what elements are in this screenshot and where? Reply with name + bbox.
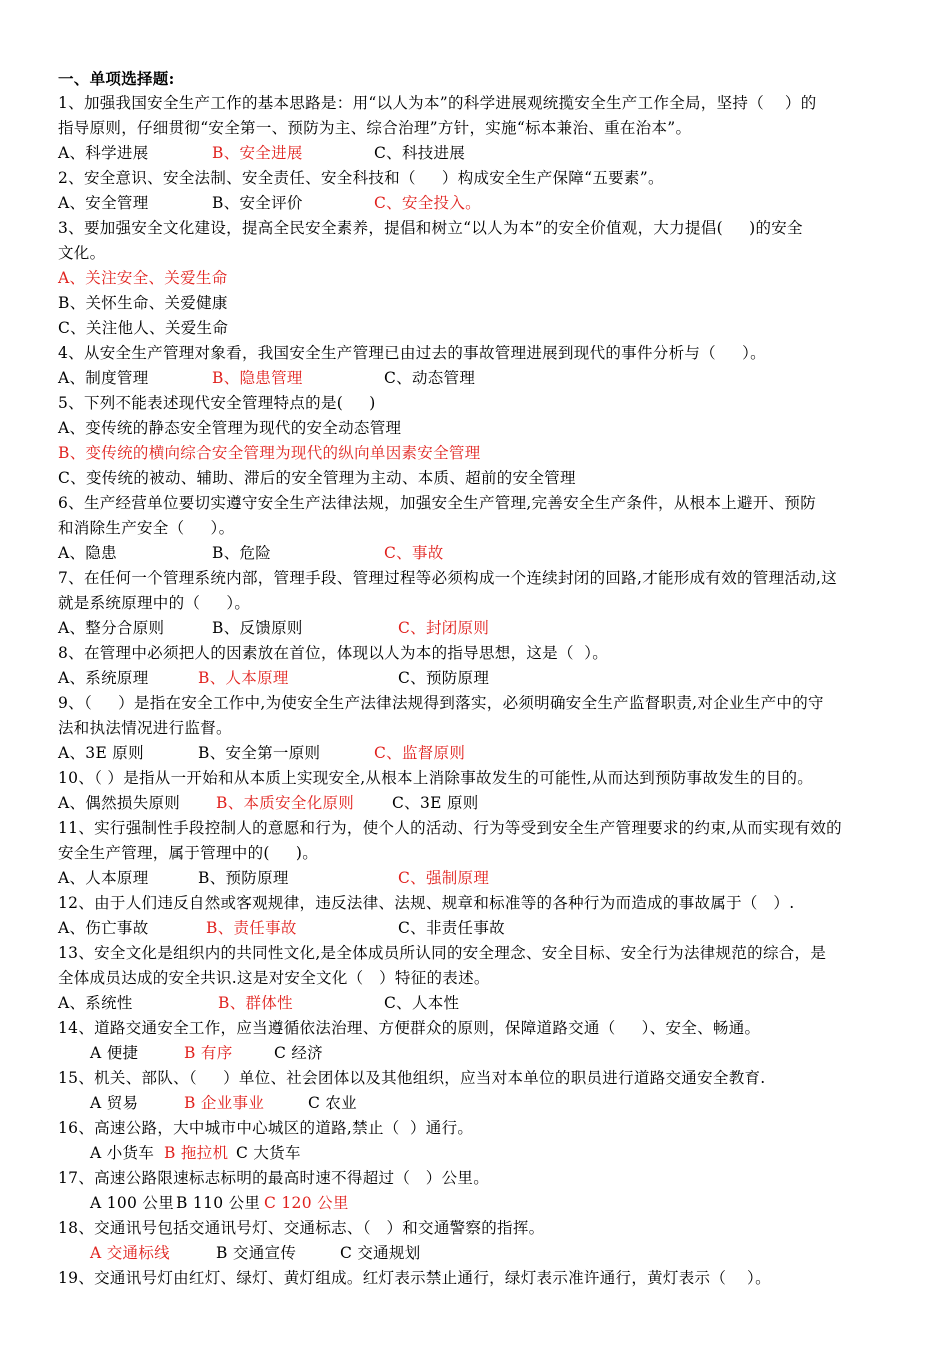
option-b-correct: B、本质安全化原则 xyxy=(216,794,355,812)
option-a: A、科学进展 xyxy=(58,144,149,162)
option-b: B、反馈原则 xyxy=(212,619,303,637)
question-6-options xyxy=(58,541,898,566)
option-a: A、制度管理 xyxy=(58,369,149,387)
question-11-options xyxy=(58,866,898,891)
question-16-options xyxy=(90,1141,890,1166)
option-c-correct: C、安全投入。 xyxy=(374,194,481,212)
question-14-stem: 14、道路交通安全工作，应当遵循依法治理、方便群众的原则，保障道路交通（ ）、安全、畅通。 xyxy=(58,1019,761,1037)
option-c-correct: C、强制原理 xyxy=(398,869,490,887)
question-17-stem: 17、高速公路限速标志标明的最高时速不得超过（ ）公里。 xyxy=(58,1169,490,1187)
question-18-options xyxy=(90,1241,890,1266)
question-10-stem: 10、（ ）是指从一开始和从本质上实现安全,从根本上消除事故发生的可能性,从而达到预防事故发生的目的。 xyxy=(58,769,814,787)
option-a-correct: A 交通标线 xyxy=(90,1244,170,1262)
option-c-correct: C 120 公里 xyxy=(264,1194,349,1212)
question-14-options xyxy=(90,1041,890,1066)
question-7-stem: 7、在任何一个管理系统内部，管理手段、管理过程等必须构成一个连续封闭的回路,才能形成有效的管理活动,这 xyxy=(58,569,838,587)
question-15-options xyxy=(90,1091,890,1116)
option-a: A、隐患 xyxy=(58,544,117,562)
option-b-correct: B、隐患管理 xyxy=(212,369,303,387)
option-c-correct: C、事故 xyxy=(384,544,444,562)
option-c: C 经济 xyxy=(274,1044,323,1062)
question-2-options xyxy=(58,191,898,216)
option-c: C 大货车 xyxy=(236,1144,301,1162)
option-a: A、人本原理 xyxy=(58,869,149,887)
question-1-stem: 1、加强我国安全生产工作的基本思路是：用“以人为本”的科学进展观统揽安全生产工作全局，坚持（ ）的 xyxy=(58,94,817,112)
option-c: C、非责任事故 xyxy=(398,919,505,937)
question-3-option-a-correct: A、关注安全、关爱生命 xyxy=(58,269,228,287)
option-b: B、危险 xyxy=(212,544,272,562)
option-c-correct: C、封闭原则 xyxy=(398,619,490,637)
question-12-options xyxy=(58,916,898,941)
option-b-correct: B、安全进展 xyxy=(212,144,303,162)
question-9-options xyxy=(58,741,898,766)
option-b: B 交通宣传 xyxy=(216,1244,297,1262)
question-12-stem: 12、由于人们违反自然或客观规律，违反法律、法规、规章和标准等的各种行为而造成的事故属于（ ）. xyxy=(58,894,795,912)
question-7-options xyxy=(58,616,898,641)
question-8-stem: 8、在管理中必须把人的因素放在首位，体现以人为本的指导思想，这是（ ）。 xyxy=(58,644,609,662)
option-c: C、人本性 xyxy=(384,994,460,1012)
option-c-correct: C、监督原则 xyxy=(374,744,466,762)
option-a: A 小货车 xyxy=(90,1144,155,1162)
option-b: B 110 公里 xyxy=(176,1194,261,1212)
question-7-stem-cont: 就是系统原理中的（ ）。 xyxy=(58,594,251,612)
option-b-correct: B、人本原理 xyxy=(198,669,289,687)
question-3-stem: 3、要加强安全文化建设，提高全民安全素养，提倡和树立“以人为本”的安全价值观，大力提倡( )的安全 xyxy=(58,219,803,237)
option-a: A 100 公里 xyxy=(90,1194,175,1212)
section-title: 一、单项选择题: xyxy=(58,69,175,88)
option-c: C 交通规划 xyxy=(340,1244,421,1262)
option-a: A 便捷 xyxy=(90,1044,139,1062)
question-16-stem: 16、高速公路，大中城市中心城区的道路,禁止（ ）通行。 xyxy=(58,1119,474,1137)
option-b-correct: B 有序 xyxy=(184,1044,233,1062)
question-19-stem: 19、交通讯号灯由红灯、绿灯、黄灯组成。红灯表示禁止通行，绿灯表示准许通行，黄灯表示（ ）。 xyxy=(58,1269,771,1287)
option-c: C、动态管理 xyxy=(384,369,476,387)
question-13-stem-cont: 全体成员达成的安全共识.这是对安全文化（ ）特征的表述。 xyxy=(58,969,490,987)
question-4-stem: 4、从安全生产管理对象看，我国安全生产管理已由过去的事故管理进展到现代的事件分析与（ ）。 xyxy=(58,344,766,362)
question-13-stem: 13、安全文化是组织内的共同性文化,是全体成员所认同的安全理念、安全目标、安全行为法律规范的综合，是 xyxy=(58,944,827,962)
option-b-correct: B、责任事故 xyxy=(206,919,297,937)
option-a: A、安全管理 xyxy=(58,194,149,212)
option-b: B、安全评价 xyxy=(212,194,303,212)
option-a: A 贸易 xyxy=(90,1094,139,1112)
question-5-option-c: C、变传统的被动、辅助、滞后的安全管理为主动、本质、超前的安全管理 xyxy=(58,469,576,487)
option-c: C、3E 原则 xyxy=(392,794,479,812)
option-b: B、安全第一原则 xyxy=(198,744,321,762)
question-3-option-b: B、关怀生命、关爱健康 xyxy=(58,294,228,312)
option-a: A、系统性 xyxy=(58,994,133,1012)
question-5-option-a: A、变传统的静态安全管理为现代的安全动态管理 xyxy=(58,419,402,437)
question-6-stem: 6、生产经营单位要切实遵守安全生产法律法规，加强安全生产管理,完善安全生产条件，从根本上避开、预防 xyxy=(58,494,816,512)
option-b-correct: B 拖拉机 xyxy=(164,1144,229,1162)
question-9-stem-cont: 法和执法情况进行监督。 xyxy=(58,719,232,737)
option-b-correct: B 企业事业 xyxy=(184,1094,265,1112)
option-a: A、偶然损失原则 xyxy=(58,794,181,812)
question-15-stem: 15、机关、部队、（ ）单位、社会团体以及其他组织，应当对本单位的职员进行道路交通安全教育. xyxy=(58,1069,766,1087)
option-a: A、整分合原则 xyxy=(58,619,165,637)
question-9-stem: 9、（ ）是指在安全工作中,为使安全生产法律法规得到落实，必须明确安全生产监督职责,对企业生产中的守 xyxy=(58,694,824,712)
question-6-stem-cont: 和消除生产安全（ ）。 xyxy=(58,519,235,537)
question-2-stem: 2、安全意识、安全法制、安全责任、安全科技和（ ）构成安全生产保障“五要素”。 xyxy=(58,169,664,187)
option-a: A、系统原理 xyxy=(58,669,149,687)
question-17-options xyxy=(90,1191,890,1216)
option-a: A、伤亡事故 xyxy=(58,919,149,937)
question-5-stem: 5、下列不能表述现代安全管理特点的是( ) xyxy=(58,394,376,412)
question-1-options xyxy=(58,141,898,166)
option-c: C、科技进展 xyxy=(374,144,466,162)
question-3-stem-cont: 文化。 xyxy=(58,244,106,262)
option-b-correct: B、群体性 xyxy=(218,994,293,1012)
question-11-stem: 11、实行强制性手段控制人的意愿和行为，使个人的活动、行为等受到安全生产管理要求的约束,从而实现有效的 xyxy=(58,819,842,837)
question-5-option-b-correct: B、变传统的横向综合安全管理为现代的纵向单因素安全管理 xyxy=(58,444,481,462)
question-11-stem-cont: 安全生产管理，属于管理中的( )。 xyxy=(58,844,319,862)
question-13-options xyxy=(58,991,898,1016)
option-b: B、预防原理 xyxy=(198,869,289,887)
question-4-options xyxy=(58,366,898,391)
option-c: C、预防原理 xyxy=(398,669,490,687)
question-1-stem-cont: 指导原则，仔细贯彻“安全第一、预防为主、综合治理”方针，实施“标本兼治、重在治本”。 xyxy=(58,119,692,137)
question-18-stem: 18、交通讯号包括交通讯号灯、交通标志、（ ）和交通警察的指挥。 xyxy=(58,1219,545,1237)
question-3-option-c: C、关注他人、关爱生命 xyxy=(58,319,229,337)
question-10-options xyxy=(58,791,898,816)
option-a: A、3E 原则 xyxy=(58,744,144,762)
question-8-options xyxy=(58,666,898,691)
option-c: C 农业 xyxy=(308,1094,357,1112)
